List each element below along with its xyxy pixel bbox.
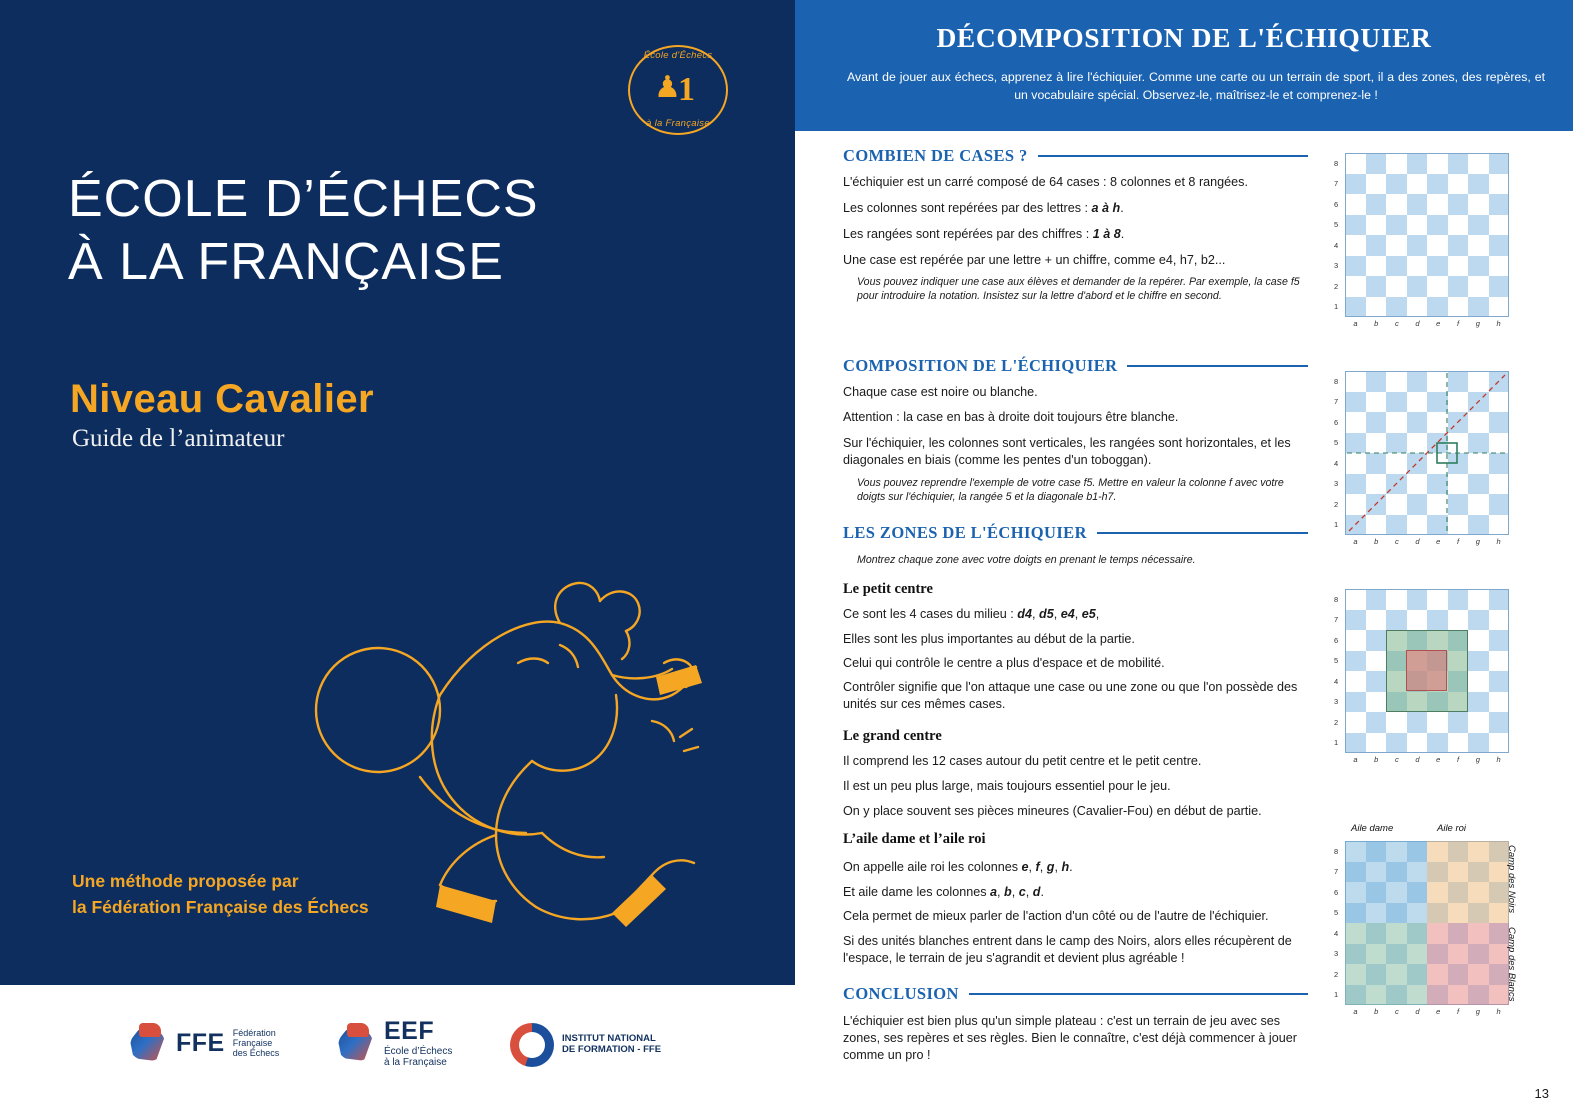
rank-label: 2 <box>1334 717 1339 727</box>
rank-label: 7 <box>1334 615 1339 624</box>
logo-ffe-line3: des Échecs <box>232 1048 280 1059</box>
cover-panel <box>0 0 795 985</box>
content-body <box>795 131 1573 1115</box>
chessboard-centers <box>1334 589 1509 764</box>
rank-label: 8 <box>1334 846 1339 856</box>
logo-eef-abbr: EEF <box>384 1017 435 1045</box>
file-label: a <box>1353 319 1358 328</box>
paragraph: Chaque case est noire ou blanche. <box>843 385 1038 399</box>
page-number: 13 <box>1534 1086 1549 1101</box>
rank-label: 6 <box>1334 199 1339 209</box>
teacher-note: Vous pouvez indiquer une case aux élèves et demander de la repérer. Par exemple, la case f5 pour introduire la notation. Insistez sur la lettre d'abord et le chiffre en second. <box>857 276 1300 303</box>
logo-eef <box>338 1017 452 1068</box>
file-label: f <box>1456 537 1460 546</box>
teacher-note: Vous pouvez reprendre l'exemple de votre case f5. Mettre en valeur la colonne f avec votre doigts sur l'échiquier, la rangée 5 et la diagonale b1-h7. <box>857 477 1284 504</box>
rank-label: 5 <box>1334 220 1339 229</box>
rank-label: 7 <box>1334 867 1339 876</box>
logo-eef-line1: École d’Échecs <box>384 1046 453 1057</box>
paragraph: Celui qui contrôle le centre a plus d'espace et de mobilité. <box>843 656 1165 670</box>
section-heading-text: COMBIEN DE CASES ? <box>843 146 1028 165</box>
logo-top-text: École d'Échecs <box>643 50 713 61</box>
paragraph: Attention : la case en bas à droite doit toujours être blanche. <box>843 410 1179 424</box>
paragraph: Sur l'échiquier, les colonnes sont verticales, les rangées sont horizontales, et les diagonales en biais (comme les pentes d'un toboggan). <box>843 436 1291 467</box>
section-heading-conclusion <box>843 984 1308 1004</box>
file-label: b <box>1374 319 1379 328</box>
rank-label: 6 <box>1334 635 1339 645</box>
logo-inf-line1: INSTITUT NATIONAL <box>562 1033 656 1045</box>
heading-rule <box>969 993 1308 995</box>
file-label: e <box>1436 1007 1441 1016</box>
page-title <box>68 168 708 295</box>
rank-label: 4 <box>1334 240 1339 250</box>
file-label: f <box>1456 319 1460 328</box>
eef-roundel-logo <box>628 45 738 135</box>
file-label: d <box>1415 755 1420 764</box>
heading-rule <box>1038 155 1308 157</box>
paragraph: Les colonnes sont repérées par des lettres : a à h. <box>843 201 1124 215</box>
paragraph: On y place souvent ses pièces mineures (Cavalier-Fou) en début de partie. <box>843 804 1262 818</box>
logo-ffe <box>130 1021 279 1065</box>
subsection-title: Le petit centre <box>843 581 933 597</box>
logo-ffe-line1: Fédération <box>232 1027 276 1038</box>
rank-label: 8 <box>1334 594 1339 604</box>
file-label: h <box>1496 755 1501 764</box>
logo-ffe-abbr: FFE <box>176 1028 225 1057</box>
file-label: e <box>1436 319 1441 328</box>
file-label: g <box>1475 1007 1480 1016</box>
label-camp-blancs: Camp des Blancs <box>1506 927 1517 1002</box>
rank-label: 5 <box>1334 908 1339 917</box>
file-label: c <box>1394 537 1399 546</box>
banner-title: DÉCOMPOSITION DE L'ÉCHIQUIER <box>936 22 1432 53</box>
cover-level: Niveau Cavalier <box>70 377 374 421</box>
rank-label: 2 <box>1334 499 1339 509</box>
heading-rule <box>1127 365 1308 367</box>
quadrant-roi-noirs <box>1427 841 1509 923</box>
teacher-note: Montrez chaque zone avec votre doigts en prenant le temps nécessaire. <box>857 554 1196 566</box>
rank-label: 2 <box>1334 281 1339 291</box>
file-label: a <box>1353 1007 1358 1016</box>
rank-label: 7 <box>1334 397 1339 406</box>
file-label: c <box>1394 1007 1399 1016</box>
paragraph: Et aile dame les colonnes a, b, c, d. <box>843 885 1044 899</box>
file-label: b <box>1374 1007 1379 1016</box>
rank-label: 1 <box>1334 302 1339 311</box>
paragraph: Il comprend les 12 cases autour du petit centre et le petit centre. <box>843 754 1202 768</box>
paragraph: Ce sont les 4 cases du milieu : d4, d5, e4, e5, <box>843 607 1100 621</box>
chessboard-lines <box>1334 371 1509 546</box>
file-label: h <box>1496 319 1501 328</box>
section-heading-text: CONCLUSION <box>843 984 959 1003</box>
file-label: d <box>1415 319 1420 328</box>
rank-label: 4 <box>1334 676 1339 686</box>
paragraph: Il est un peu plus large, mais toujours essentiel pour le jeu. <box>843 779 1171 793</box>
paragraph: L'échiquier est bien plus qu'un simple plateau : c'est un terrain de jeu avec ses zones, ses repères et ses règles. Bien le connaître, c'est déjà commencer à jouer comme un pro ! <box>843 1014 1297 1062</box>
quadrant-dame-blancs <box>1345 923 1427 1005</box>
paragraph: Une case est repérée par une lettre + un chiffre, comme e4, h7, b2... <box>843 253 1226 267</box>
pawn-icon: ♟ <box>654 71 681 104</box>
label-aile-roi: Aile roi <box>1437 823 1467 834</box>
chessboard-basic <box>1334 153 1509 328</box>
banner-intro: Avant de jouer aux échecs, apprenez à lire l'échiquier. Comme une carte ou un terrain de sport, il a des zones, des repères, et un vocabulaire spécial. Observez-le, maîtrisez-le et comprenez-le ! <box>847 70 1545 103</box>
eef-mark-icon <box>338 1021 376 1065</box>
section-heading-composition <box>843 356 1308 376</box>
rank-label: 5 <box>1334 656 1339 665</box>
rank-label: 8 <box>1334 376 1339 386</box>
cover-title-line1: ÉCOLE D’ÉCHECS <box>68 170 539 228</box>
ffe-mark-icon <box>130 1021 168 1065</box>
cover-subtitle: Guide de l’animateur <box>72 425 285 452</box>
file-label: g <box>1475 755 1480 764</box>
logo-eef-line2: à la Française <box>384 1057 447 1069</box>
file-label: c <box>1394 319 1399 328</box>
file-label: b <box>1374 537 1379 546</box>
rank-label: 3 <box>1334 261 1339 270</box>
rank-label: 6 <box>1334 417 1339 427</box>
rank-label: 3 <box>1334 697 1339 706</box>
rank-label: 4 <box>1334 928 1339 938</box>
rank-label: 1 <box>1334 738 1339 747</box>
rank-label: 1 <box>1334 990 1339 999</box>
rank-label: 1 <box>1334 520 1339 529</box>
section-heading-cases <box>843 146 1308 166</box>
rank-label: 6 <box>1334 887 1339 897</box>
file-label: f <box>1456 755 1460 764</box>
file-label: e <box>1436 537 1441 546</box>
section-heading-text: COMPOSITION DE L'ÉCHIQUIER <box>843 356 1118 375</box>
quadrant-roi-blancs <box>1427 923 1509 1005</box>
file-label: f <box>1456 1007 1460 1016</box>
logo-bottom-text: à la Française <box>646 118 710 129</box>
paragraph: On appelle aile roi les colonnes e, f, g, h. <box>843 860 1073 874</box>
petit-centre-zone <box>1406 650 1447 691</box>
rank-label: 3 <box>1334 949 1339 958</box>
file-label: a <box>1353 755 1358 764</box>
paragraph: Cela permet de mieux parler de l'action d'un côté ou de l'autre de l'échiquier. <box>843 909 1269 923</box>
board-annotations <box>1345 371 1509 535</box>
content-column <box>795 0 1573 1115</box>
partner-logos <box>0 985 795 1115</box>
label-aile-dame: Aile dame <box>1351 823 1394 834</box>
file-label: h <box>1496 1007 1501 1016</box>
logo-ffe-line2: Française <box>232 1037 273 1048</box>
rank-label: 5 <box>1334 438 1339 447</box>
rank-label: 4 <box>1334 458 1339 468</box>
page-banner <box>795 0 1573 131</box>
cover-footer-line1: Une méthode proposée par <box>72 871 299 891</box>
paragraph: L'échiquier est un carré composé de 64 cases : 8 colonnes et 8 rangées. <box>843 175 1248 189</box>
heading-rule <box>1097 532 1308 534</box>
section-heading-zones <box>843 523 1308 543</box>
paragraph: Contrôler signifie que l'on attaque une case ou une zone ou que l'on possède des unités sur ces mêmes cases. <box>843 680 1298 711</box>
knight-illustration <box>260 545 800 965</box>
file-label: d <box>1415 537 1420 546</box>
logo-inf <box>510 1023 661 1067</box>
rank-label: 8 <box>1334 158 1339 168</box>
file-label: g <box>1475 537 1480 546</box>
paragraph: Les rangées sont repérées par des chiffres : 1 à 8. <box>843 227 1125 241</box>
file-label: b <box>1374 755 1379 764</box>
logo-inf-line2: DE FORMATION - FFE <box>562 1044 662 1055</box>
rank-label: 2 <box>1334 969 1339 979</box>
file-label: d <box>1415 1007 1420 1016</box>
rank-label: 3 <box>1334 479 1339 488</box>
cover-title-line2: À LA FRANÇAISE <box>68 233 504 292</box>
section-heading-text: LES ZONES DE L'ÉCHIQUIER <box>843 523 1087 542</box>
file-label: h <box>1496 537 1501 546</box>
logo-number: 1 <box>678 71 695 108</box>
file-label: a <box>1353 537 1358 546</box>
inf-mark-icon <box>510 1023 554 1067</box>
file-label: g <box>1475 319 1480 328</box>
quadrant-dame-noirs <box>1345 841 1427 923</box>
subsection-title: L’aile dame et l’aile roi <box>843 831 986 847</box>
rank-label: 7 <box>1334 179 1339 188</box>
paragraph: Si des unités blanches entrent dans le camp des Noirs, alors elles récupèrent de l'espace, le terrain de jeu s'agrandit et devient plus agréable ! <box>843 934 1292 965</box>
label-camp-noirs: Camp des Noirs <box>1506 845 1517 914</box>
subsection-title: Le grand centre <box>843 728 942 744</box>
file-label: c <box>1394 755 1399 764</box>
paragraph: Elles sont les plus importantes au début de la partie. <box>843 632 1135 646</box>
cover-footer-line2: la Fédération Française des Échecs <box>72 897 369 918</box>
chessboard-wings <box>1334 823 1517 1016</box>
file-label: e <box>1436 755 1441 764</box>
